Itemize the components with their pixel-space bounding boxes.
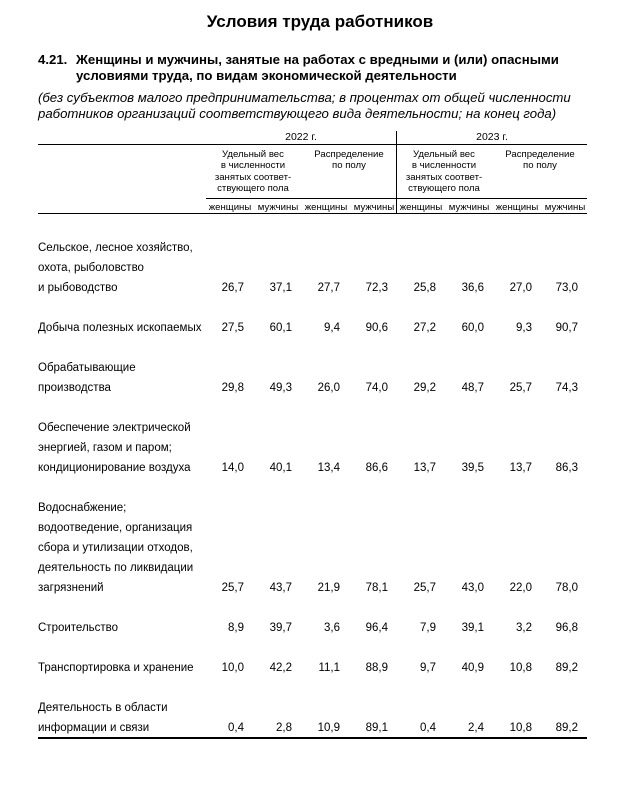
table-cell: 9,3 xyxy=(516,322,532,334)
table-cell: 2,8 xyxy=(276,722,292,734)
table-cell: 10,9 xyxy=(317,722,340,734)
table-cell: 78,1 xyxy=(365,582,388,594)
table-cell: 60,0 xyxy=(461,322,484,334)
table-cell: 43,7 xyxy=(269,582,292,594)
group-header-line: Удельный вес xyxy=(222,149,284,160)
row-label-line: сбора и утилизации отходов, xyxy=(38,542,193,554)
table-cell: 22,0 xyxy=(509,582,532,594)
group-header xyxy=(206,149,300,194)
table-title-line-1: Женщины и мужчины, занятые на работах с вредными и (или) опасными xyxy=(76,52,559,67)
table-cell: 27,0 xyxy=(509,282,532,294)
row-label-line: Транспортировка и хранение xyxy=(38,662,194,674)
year-header: 2022 г. xyxy=(285,131,317,143)
table-cell: 78,0 xyxy=(555,582,578,594)
row-label-line: Деятельность в области xyxy=(38,702,168,714)
group-header-line: ствующего пола xyxy=(217,182,289,194)
table-cell: 13,7 xyxy=(413,462,436,474)
table-cell: 27,7 xyxy=(317,282,340,294)
group-header-line: занятых соответ- xyxy=(405,171,483,183)
sex-column-header: женщины xyxy=(208,202,252,213)
row-label-line: охота, рыболовство xyxy=(38,262,144,274)
table-cell: 9,4 xyxy=(324,322,340,334)
row-label-line: информации и связи xyxy=(38,722,150,734)
table-cell: 26,0 xyxy=(317,382,340,394)
table-cell: 40,9 xyxy=(461,662,484,674)
sex-column-header: женщины xyxy=(495,202,539,213)
table-cell: 72,3 xyxy=(365,282,388,294)
table-cell: 11,1 xyxy=(318,662,340,674)
row-label-line: деятельность по ликвидации xyxy=(38,562,194,574)
table-cell: 7,9 xyxy=(420,622,436,634)
table-title xyxy=(38,52,598,84)
group-header-line: в численности xyxy=(220,160,286,172)
table-cell: 29,8 xyxy=(221,382,244,394)
group-header xyxy=(397,149,491,194)
table-cell: 89,2 xyxy=(555,662,578,674)
table-cell: 13,4 xyxy=(317,462,340,474)
table-cell: 43,0 xyxy=(461,582,484,594)
table-cell: 73,0 xyxy=(555,282,578,294)
table-cell: 14,0 xyxy=(221,462,244,474)
table-cell: 25,7 xyxy=(509,382,532,394)
subheader-rule xyxy=(206,198,587,199)
table-cell: 74,3 xyxy=(555,382,578,394)
group-header-line: Удельный вес xyxy=(413,149,475,160)
page-title: Условия труда работников xyxy=(206,12,434,31)
table-cell: 27,5 xyxy=(221,322,244,334)
table-cell: 25,7 xyxy=(413,582,436,594)
table-cell: 39,5 xyxy=(461,462,484,474)
row-label-line: водоотведение, организация xyxy=(38,522,193,534)
sex-column-header: мужчины xyxy=(544,202,586,213)
table-cell: 9,7 xyxy=(420,662,436,674)
header-bottom-rule xyxy=(38,213,587,214)
table-cell: 25,7 xyxy=(221,582,244,594)
row-label-line: загрязнений xyxy=(38,582,104,594)
row-label xyxy=(38,658,218,678)
table-cell: 10,0 xyxy=(221,662,244,674)
row-label xyxy=(38,358,218,398)
table-cell: 89,1 xyxy=(365,722,388,734)
year-header: 2023 г. xyxy=(476,131,508,143)
table-cell: 49,3 xyxy=(269,382,292,394)
row-label-line: кондиционирование воздуха xyxy=(38,462,191,474)
sex-column-header: женщины xyxy=(304,202,348,213)
table-cell: 74,0 xyxy=(365,382,388,394)
row-label-line: энергией, газом и паром; xyxy=(38,442,172,454)
group-header-line: в численности xyxy=(411,160,477,172)
group-header xyxy=(302,149,396,172)
row-label xyxy=(38,238,218,298)
table-note-line-1: (без субъектов малого предпринимательства; в процентах от общей численности xyxy=(38,90,571,105)
group-header-line: Распределение xyxy=(314,149,384,160)
row-label-line: и рыбоводство xyxy=(38,282,118,294)
table-cell: 88,9 xyxy=(365,662,388,674)
table-cell: 90,7 xyxy=(555,322,578,334)
row-label xyxy=(38,698,218,738)
table-title-line-2: условиями труда, по видам экономической деятельности xyxy=(76,68,457,83)
row-label-line: Водоснабжение; xyxy=(38,502,127,514)
row-label xyxy=(38,318,218,338)
table-cell: 2,4 xyxy=(468,722,484,734)
table-cell: 27,2 xyxy=(413,322,436,334)
table-cell: 10,8 xyxy=(509,662,532,674)
table-cell: 3,6 xyxy=(324,622,340,634)
table-cell: 0,4 xyxy=(420,722,436,734)
table-cell: 48,7 xyxy=(461,382,484,394)
table-cell: 86,3 xyxy=(555,462,578,474)
table-cell: 39,7 xyxy=(269,622,292,634)
row-label xyxy=(38,418,218,478)
table-cell: 29,2 xyxy=(413,382,436,394)
table-cell: 26,7 xyxy=(221,282,244,294)
row-label-line: Строительство xyxy=(38,622,119,634)
group-header-line: по полу xyxy=(523,160,557,172)
row-label-line: Обеспечение электрической xyxy=(38,422,191,434)
group-header-line: ствующего пола xyxy=(408,182,480,194)
group-header-line: занятых соответ- xyxy=(214,171,292,183)
table-cell: 86,6 xyxy=(365,462,388,474)
group-header-line: Распределение xyxy=(505,149,575,160)
row-label xyxy=(38,618,218,638)
table-cell: 36,6 xyxy=(461,282,484,294)
table-number: 4.21. xyxy=(38,52,68,67)
row-label xyxy=(38,498,218,598)
table-cell: 13,7 xyxy=(509,462,532,474)
table-cell: 37,1 xyxy=(269,282,292,294)
table-cell: 60,1 xyxy=(269,322,292,334)
sex-column-header: мужчины xyxy=(448,202,490,213)
row-label-line: Добыча полезных ископаемых xyxy=(38,322,202,334)
sex-column-header: мужчины xyxy=(353,202,395,213)
row-label-line: Сельское, лесное хозяйство, xyxy=(38,242,193,254)
table-cell: 89,2 xyxy=(555,722,578,734)
group-header xyxy=(493,149,587,172)
table-cell: 40,1 xyxy=(269,462,292,474)
table-cell: 21,9 xyxy=(317,582,340,594)
table-note-line-2: работников организаций соответствующего вида деятельности; на конец года) xyxy=(38,106,557,121)
table-cell: 25,8 xyxy=(413,282,436,294)
table-cell: 96,4 xyxy=(365,622,388,634)
table-cell: 0,4 xyxy=(228,722,244,734)
table-cell: 96,8 xyxy=(555,622,578,634)
row-label-line: производства xyxy=(38,382,111,394)
table-cell: 3,2 xyxy=(516,622,532,634)
sex-column-header: женщины xyxy=(399,202,443,213)
table-note xyxy=(38,90,618,122)
group-header-line: по полу xyxy=(332,160,366,172)
header-top-rule xyxy=(38,144,587,145)
row-label-line: Обрабатывающие xyxy=(38,362,136,374)
table-cell: 8,9 xyxy=(228,622,244,634)
table-cell: 90,6 xyxy=(365,322,388,334)
table-cell: 42,2 xyxy=(269,662,292,674)
sex-column-header: мужчины xyxy=(257,202,299,213)
table-cell: 10,8 xyxy=(509,722,532,734)
table-cell: 39,1 xyxy=(461,622,484,634)
